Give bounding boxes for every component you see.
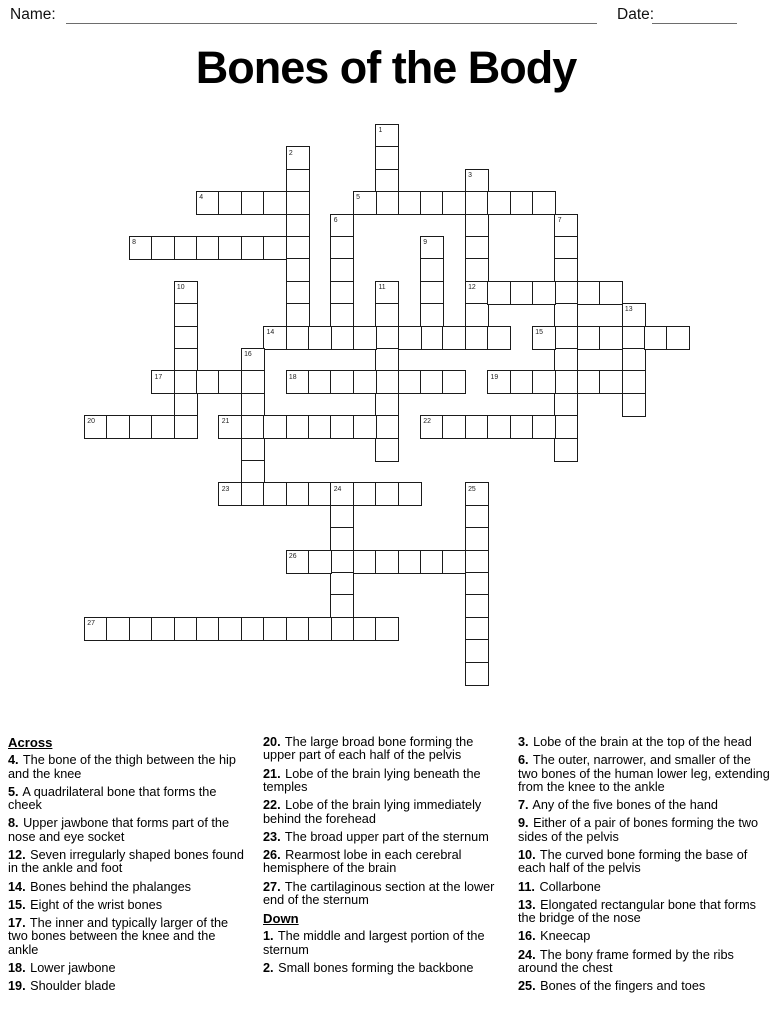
grid-cell-r8c4[interactable] (174, 303, 198, 327)
grid-cell-r3c9[interactable] (286, 191, 310, 215)
grid-cell-r11c11[interactable] (330, 370, 354, 394)
grid-cell-r7c15[interactable] (420, 281, 444, 305)
grid-cell-r13c2[interactable] (129, 415, 153, 439)
grid-cell-r22c5[interactable] (196, 617, 220, 641)
grid-cell-r9c25[interactable] (644, 326, 668, 350)
grid-cell-r3c5[interactable] (196, 191, 220, 215)
page-title: Bones of the Body (195, 42, 577, 93)
cell-number-11: 11 (378, 284, 386, 292)
grid-cell-r11c19[interactable] (510, 370, 534, 394)
grid-cell-r8c15[interactable] (420, 303, 444, 327)
clue-number: 12. (8, 848, 26, 863)
grid-cell-r16c10[interactable] (308, 482, 332, 506)
date-label: Date: (617, 6, 655, 23)
clue-number: 18. (8, 961, 26, 976)
grid-cell-r5c3[interactable] (151, 236, 175, 260)
clues-down-header: Down (263, 911, 299, 927)
clue-26: 26. Rearmost lobe in each cerebral hemisphere of the brain (263, 848, 462, 876)
grid-cell-r17c17[interactable] (465, 505, 489, 529)
grid-cell-r20c17[interactable] (465, 572, 489, 596)
grid-cell-r14c13[interactable] (375, 438, 399, 462)
grid-cell-r13c21[interactable] (554, 415, 578, 439)
grid-cell-r19c14[interactable] (398, 550, 422, 574)
grid-cell-r7c21[interactable] (554, 281, 578, 305)
grid-cell-r11c21[interactable] (554, 370, 578, 394)
cell-number-3: 3 (468, 172, 472, 180)
cell-number-22: 22 (423, 418, 431, 426)
cell-number-25: 25 (468, 485, 476, 493)
grid-cell-r7c18[interactable] (487, 281, 511, 305)
grid-cell-r8c9[interactable] (286, 303, 310, 327)
grid-cell-r16c12[interactable] (353, 482, 377, 506)
cell-number-18: 18 (288, 373, 297, 381)
clues-column-1 (8, 736, 248, 998)
clue-number: 25. (518, 979, 536, 994)
cell-number-2: 2 (288, 149, 293, 157)
clue-8: 8. Upper jawbone that forms part of the nose and eye socket (8, 816, 230, 844)
grid-cell-r7c11[interactable] (330, 281, 354, 305)
grid-cell-r7c19[interactable] (510, 281, 534, 305)
grid-cell-r16c11[interactable] (330, 482, 354, 506)
grid-cell-r13c12[interactable] (353, 415, 377, 439)
grid-cell-r11c5[interactable] (196, 370, 220, 394)
grid-cell-r22c1[interactable] (106, 617, 130, 641)
clue-number: 8. (8, 816, 19, 831)
grid-cell-r1c9[interactable] (286, 146, 310, 170)
grid-cell-r9c20[interactable] (532, 326, 556, 350)
clue-number: 22. (263, 798, 281, 813)
grid-cell-r6c11[interactable] (330, 258, 354, 282)
grid-cell-r3c18[interactable] (487, 191, 511, 215)
grid-cell-r9c15[interactable] (420, 326, 444, 350)
cell-number-15: 15 (535, 328, 543, 336)
grid-cell-r13c20[interactable] (532, 415, 556, 439)
clue-number: 20. (263, 735, 281, 749)
grid-cell-r13c10[interactable] (308, 415, 332, 439)
grid-cell-r13c19[interactable] (510, 415, 534, 439)
date-blank-line[interactable] (652, 8, 737, 24)
grid-cell-r11c16[interactable] (442, 370, 466, 394)
grid-cell-r5c5[interactable] (196, 236, 220, 260)
grid-cell-r14c21[interactable] (554, 438, 578, 462)
grid-cell-r9c14[interactable] (398, 326, 422, 350)
grid-cell-r0c13[interactable] (375, 124, 399, 148)
grid-cell-r12c13[interactable] (375, 393, 399, 417)
grid-cell-r13c1[interactable] (106, 415, 130, 439)
grid-cell-r4c9[interactable] (286, 214, 310, 238)
grid-cell-r22c17[interactable] (465, 617, 489, 641)
grid-cell-r11c12[interactable] (353, 370, 377, 394)
grid-cell-r8c21[interactable] (554, 303, 578, 327)
crossword-grid (84, 124, 691, 686)
cell-number-14: 14 (266, 328, 275, 336)
clue-number: 2. (263, 961, 274, 976)
grid-cell-r6c21[interactable] (554, 258, 578, 282)
grid-cell-r19c13[interactable] (375, 550, 399, 574)
clue-20: 20. The large broad bone forming the upper part of each half of the pelvis (263, 735, 474, 763)
grid-cell-r7c23[interactable] (599, 281, 623, 305)
clue-number: 3. (518, 735, 529, 749)
clue-number: 9. (518, 816, 529, 831)
grid-cell-r19c17[interactable] (465, 550, 489, 574)
grid-cell-r2c17[interactable] (465, 169, 489, 193)
clue-21: 21. Lobe of the brain lying beneath the temples (263, 766, 481, 795)
clue-1: 1. The middle and largest portion of the sternum (263, 929, 485, 957)
cell-number-24: 24 (333, 485, 342, 493)
clue-10: 10. The curved bone forming the base of each half of the pelvis (518, 848, 748, 876)
grid-cell-r13c18[interactable] (487, 415, 511, 439)
grid-cell-r3c17[interactable] (465, 191, 489, 215)
grid-cell-r13c16[interactable] (442, 415, 466, 439)
grid-cell-r5c7[interactable] (241, 236, 265, 260)
grid-cell-r8c11[interactable] (330, 303, 354, 327)
grid-cell-r7c9[interactable] (286, 281, 310, 305)
grid-cell-r10c7[interactable] (241, 348, 265, 372)
grid-cell-r22c2[interactable] (129, 617, 153, 641)
clue-15: 15. Eight of the wrist bones (8, 897, 163, 912)
cell-number-4: 4 (199, 194, 204, 202)
grid-cell-r12c7[interactable] (241, 393, 265, 417)
grid-cell-r22c13[interactable] (375, 617, 399, 641)
grid-cell-r22c3[interactable] (151, 617, 175, 641)
grid-cell-r11c10[interactable] (308, 370, 332, 394)
grid-cell-r22c11[interactable] (330, 617, 354, 641)
grid-cell-r18c11[interactable] (330, 527, 354, 551)
grid-cell-r13c9[interactable] (286, 415, 310, 439)
clue-5: 5. A quadrilateral bone that forms the cheek (8, 784, 217, 813)
grid-cell-r9c8[interactable] (263, 326, 287, 350)
grid-cell-r11c7[interactable] (241, 370, 265, 394)
clue-2: 2. Small bones forming the backbone (263, 961, 474, 976)
clues-column-2 (263, 736, 509, 980)
grid-cell-r16c8[interactable] (263, 482, 287, 506)
grid-cell-r9c22[interactable] (577, 326, 601, 350)
clue-number: 1. (263, 929, 274, 944)
grid-cell-r11c18[interactable] (487, 370, 511, 394)
cell-number-17: 17 (154, 373, 163, 381)
grid-cell-r5c15[interactable] (420, 236, 444, 260)
grid-cell-r11c24[interactable] (622, 370, 646, 394)
grid-cell-r22c9[interactable] (286, 617, 310, 641)
grid-cell-r24c17[interactable] (465, 662, 489, 686)
clue-number: 14. (8, 879, 26, 894)
clue-11: 11. Collarbone (518, 879, 601, 894)
grid-cell-r12c4[interactable] (174, 393, 198, 417)
grid-cell-r7c22[interactable] (577, 281, 601, 305)
clues-section (0, 736, 772, 1024)
grid-cell-r9c10[interactable] (308, 326, 332, 350)
cell-number-20: 20 (87, 418, 95, 426)
grid-cell-r13c11[interactable] (330, 415, 354, 439)
grid-cell-r22c8[interactable] (263, 617, 287, 641)
grid-cell-r13c15[interactable] (420, 415, 444, 439)
grid-cell-r5c11[interactable] (330, 236, 354, 260)
grid-cell-r2c13[interactable] (375, 169, 399, 193)
grid-cell-r6c17[interactable] (465, 258, 489, 282)
grid-cell-r19c16[interactable] (442, 550, 466, 574)
grid-cell-r13c6[interactable] (218, 415, 242, 439)
grid-cell-r9c17[interactable] (465, 326, 489, 350)
grid-cell-r5c4[interactable] (174, 236, 198, 260)
grid-cell-r3c20[interactable] (532, 191, 556, 215)
clue-number: 5. (8, 784, 19, 799)
grid-cell-r9c16[interactable] (442, 326, 466, 350)
grid-cell-r13c13[interactable] (375, 415, 399, 439)
grid-cell-r11c14[interactable] (398, 370, 422, 394)
grid-cell-r1c13[interactable] (375, 146, 399, 170)
clue-16: 16. Kneecap (518, 929, 591, 944)
grid-cell-r12c24[interactable] (622, 393, 646, 417)
cell-number-9: 9 (423, 239, 428, 247)
clue-number: 13. (518, 897, 536, 912)
grid-cell-r3c13[interactable] (375, 191, 399, 215)
grid-cell-r16c14[interactable] (398, 482, 422, 506)
grid-cell-r13c8[interactable] (263, 415, 287, 439)
name-blank-line[interactable] (66, 8, 597, 24)
grid-cell-r14c7[interactable] (241, 438, 265, 462)
grid-cell-r13c3[interactable] (151, 415, 175, 439)
grid-cell-r8c17[interactable] (465, 303, 489, 327)
clues-column-3 (518, 736, 770, 998)
grid-cell-r3c19[interactable] (510, 191, 534, 215)
grid-cell-r9c18[interactable] (487, 326, 511, 350)
clue-12: 12. Seven irregularly shaped bones found in the ankle and foot (8, 848, 244, 876)
grid-cell-r6c9[interactable] (286, 258, 310, 282)
name-label: Name: (10, 6, 56, 23)
clue-7: 7. Any of the five bones of the hand (518, 798, 718, 813)
grid-cell-r4c11[interactable] (330, 214, 354, 238)
grid-cell-r7c17[interactable] (465, 281, 489, 305)
grid-cell-r11c3[interactable] (151, 370, 175, 394)
clue-number: 11. (518, 879, 535, 894)
clue-13: 13. Elongated rectangular bone that forms the bridge of the nose (518, 897, 756, 926)
clue-number: 17. (8, 916, 26, 931)
grid-cell-r5c9[interactable] (286, 236, 310, 260)
grid-cell-r3c8[interactable] (263, 191, 287, 215)
grid-cell-r9c24[interactable] (622, 326, 646, 350)
grid-cell-r9c13[interactable] (375, 326, 399, 350)
grid-cell-r17c11[interactable] (330, 505, 354, 529)
clue-number: 19. (8, 979, 26, 994)
clue-number: 26. (263, 848, 281, 863)
grid-cell-r19c12[interactable] (353, 550, 377, 574)
grid-cell-r3c7[interactable] (241, 191, 265, 215)
clue-19: 19. Shoulder blade (8, 979, 116, 994)
cell-number-26: 26 (288, 552, 297, 560)
grid-cell-r11c15[interactable] (420, 370, 444, 394)
grid-cell-r13c0[interactable] (84, 415, 108, 439)
clue-9: 9. Either of a pair of bones forming the two sides of the pelvis (518, 816, 759, 844)
grid-cell-r21c11[interactable] (330, 594, 354, 618)
grid-cell-r7c4[interactable] (174, 281, 198, 305)
grid-cell-r10c21[interactable] (554, 348, 578, 372)
grid-cell-r10c4[interactable] (174, 348, 198, 372)
grid-cell-r15c7[interactable] (241, 460, 265, 484)
grid-cell-r6c15[interactable] (420, 258, 444, 282)
grid-cell-r5c8[interactable] (263, 236, 287, 260)
grid-cell-r9c11[interactable] (330, 326, 354, 350)
grid-cell-r10c24[interactable] (622, 348, 646, 372)
clue-4: 4. The bone of the thigh between the hip and the knee (8, 753, 236, 781)
clue-number: 16. (518, 929, 536, 944)
clue-6: 6. The outer, narrower, and smaller of the two bones of the human lower leg, extending from the knee to the ankle (518, 753, 770, 795)
clue-number: 23. (263, 829, 281, 844)
grid-cell-r3c6[interactable] (218, 191, 242, 215)
grid-cell-r9c21[interactable] (554, 326, 578, 350)
cell-number-23: 23 (221, 485, 230, 493)
grid-cell-r19c15[interactable] (420, 550, 444, 574)
grid-cell-r22c12[interactable] (353, 617, 377, 641)
grid-cell-r3c14[interactable] (398, 191, 422, 215)
grid-cell-r11c20[interactable] (532, 370, 556, 394)
clue-number: 7. (518, 798, 529, 813)
clue-27: 27. The cartilaginous section at the lower end of the sternum (263, 879, 495, 908)
cell-number-12: 12 (468, 284, 476, 292)
cell-number-8: 8 (132, 239, 136, 247)
grid-cell-r10c13[interactable] (375, 348, 399, 372)
grid-cell-r9c23[interactable] (599, 326, 623, 350)
grid-cell-r4c17[interactable] (465, 214, 489, 238)
grid-cell-r21c17[interactable] (465, 594, 489, 618)
clue-number: 10. (518, 848, 536, 863)
grid-cell-r11c4[interactable] (174, 370, 198, 394)
grid-cell-r19c10[interactable] (308, 550, 332, 574)
cell-number-19: 19 (490, 373, 499, 381)
grid-cell-r9c9[interactable] (286, 326, 310, 350)
grid-cell-r16c7[interactable] (241, 482, 265, 506)
clue-number: 6. (518, 753, 529, 768)
grid-cell-r13c4[interactable] (174, 415, 198, 439)
clue-number: 27. (263, 879, 281, 894)
clue-17: 17. The inner and typically larger of the two bones between the knee and the ankle (8, 916, 229, 957)
grid-cell-r16c9[interactable] (286, 482, 310, 506)
cell-number-27: 27 (87, 620, 95, 628)
grid-cell-r16c13[interactable] (375, 482, 399, 506)
grid-cell-r12c21[interactable] (554, 393, 578, 417)
grid-cell-r22c6[interactable] (218, 617, 242, 641)
cell-number-1: 1 (378, 127, 383, 135)
grid-cell-r22c7[interactable] (241, 617, 265, 641)
clue-number: 15. (8, 897, 26, 912)
clue-24: 24. The bony frame formed by the ribs around the chest (518, 947, 734, 976)
clue-14: 14. Bones behind the phalanges (8, 879, 192, 894)
grid-cell-r13c7[interactable] (241, 415, 265, 439)
cell-number-10: 10 (176, 284, 185, 292)
clue-3: 3. Lobe of the brain at the top of the head (518, 735, 752, 749)
grid-cell-r19c9[interactable] (286, 550, 310, 574)
clue-25: 25. Bones of the fingers and toes (518, 979, 706, 994)
grid-cell-r2c9[interactable] (286, 169, 310, 193)
grid-cell-r16c17[interactable] (465, 482, 489, 506)
grid-cell-r9c26[interactable] (666, 326, 690, 350)
grid-cell-r8c24[interactable] (622, 303, 646, 327)
grid-cell-r5c21[interactable] (554, 236, 578, 260)
grid-cell-r5c6[interactable] (218, 236, 242, 260)
grid-cell-r4c21[interactable] (554, 214, 578, 238)
clue-18: 18. Lower jawbone (8, 961, 116, 976)
grid-cell-r5c2[interactable] (129, 236, 153, 260)
grid-cell-r5c17[interactable] (465, 236, 489, 260)
clue-number: 24. (518, 947, 536, 962)
cell-number-13: 13 (624, 306, 633, 314)
grid-cell-r7c20[interactable] (532, 281, 556, 305)
cell-number-5: 5 (356, 194, 360, 202)
grid-cell-r7c13[interactable] (375, 281, 399, 305)
grid-cell-r9c12[interactable] (353, 326, 377, 350)
clue-number: 21. (263, 766, 281, 781)
grid-cell-r11c23[interactable] (599, 370, 623, 394)
grid-cell-r22c10[interactable] (308, 617, 332, 641)
grid-cell-r23c17[interactable] (465, 639, 489, 663)
clues-across-header: Across (8, 735, 53, 750)
grid-cell-r11c6[interactable] (218, 370, 242, 394)
grid-cell-r3c16[interactable] (442, 191, 466, 215)
grid-cell-r22c4[interactable] (174, 617, 198, 641)
clue-number: 4. (8, 753, 19, 768)
cell-number-16: 16 (244, 351, 252, 359)
grid-cell-r8c13[interactable] (375, 303, 399, 327)
grid-cell-r11c13[interactable] (375, 370, 399, 394)
grid-cell-r9c4[interactable] (174, 326, 198, 350)
clue-22: 22. Lobe of the brain lying immediately behind the forehead (263, 798, 482, 826)
cell-number-7: 7 (557, 216, 562, 224)
grid-cell-r18c17[interactable] (465, 527, 489, 551)
cell-number-21: 21 (221, 418, 230, 426)
grid-cell-r3c12[interactable] (353, 191, 377, 215)
grid-cell-r3c15[interactable] (420, 191, 444, 215)
grid-cell-r16c6[interactable] (218, 482, 242, 506)
grid-cell-r13c17[interactable] (465, 415, 489, 439)
cell-number-6: 6 (333, 216, 338, 224)
grid-cell-r20c11[interactable] (330, 572, 354, 596)
grid-cell-r11c22[interactable] (577, 370, 601, 394)
grid-cell-r19c11[interactable] (330, 550, 354, 574)
grid-cell-r22c0[interactable] (84, 617, 108, 641)
clue-23: 23. The broad upper part of the sternum (263, 829, 489, 844)
grid-cell-r11c9[interactable] (286, 370, 310, 394)
